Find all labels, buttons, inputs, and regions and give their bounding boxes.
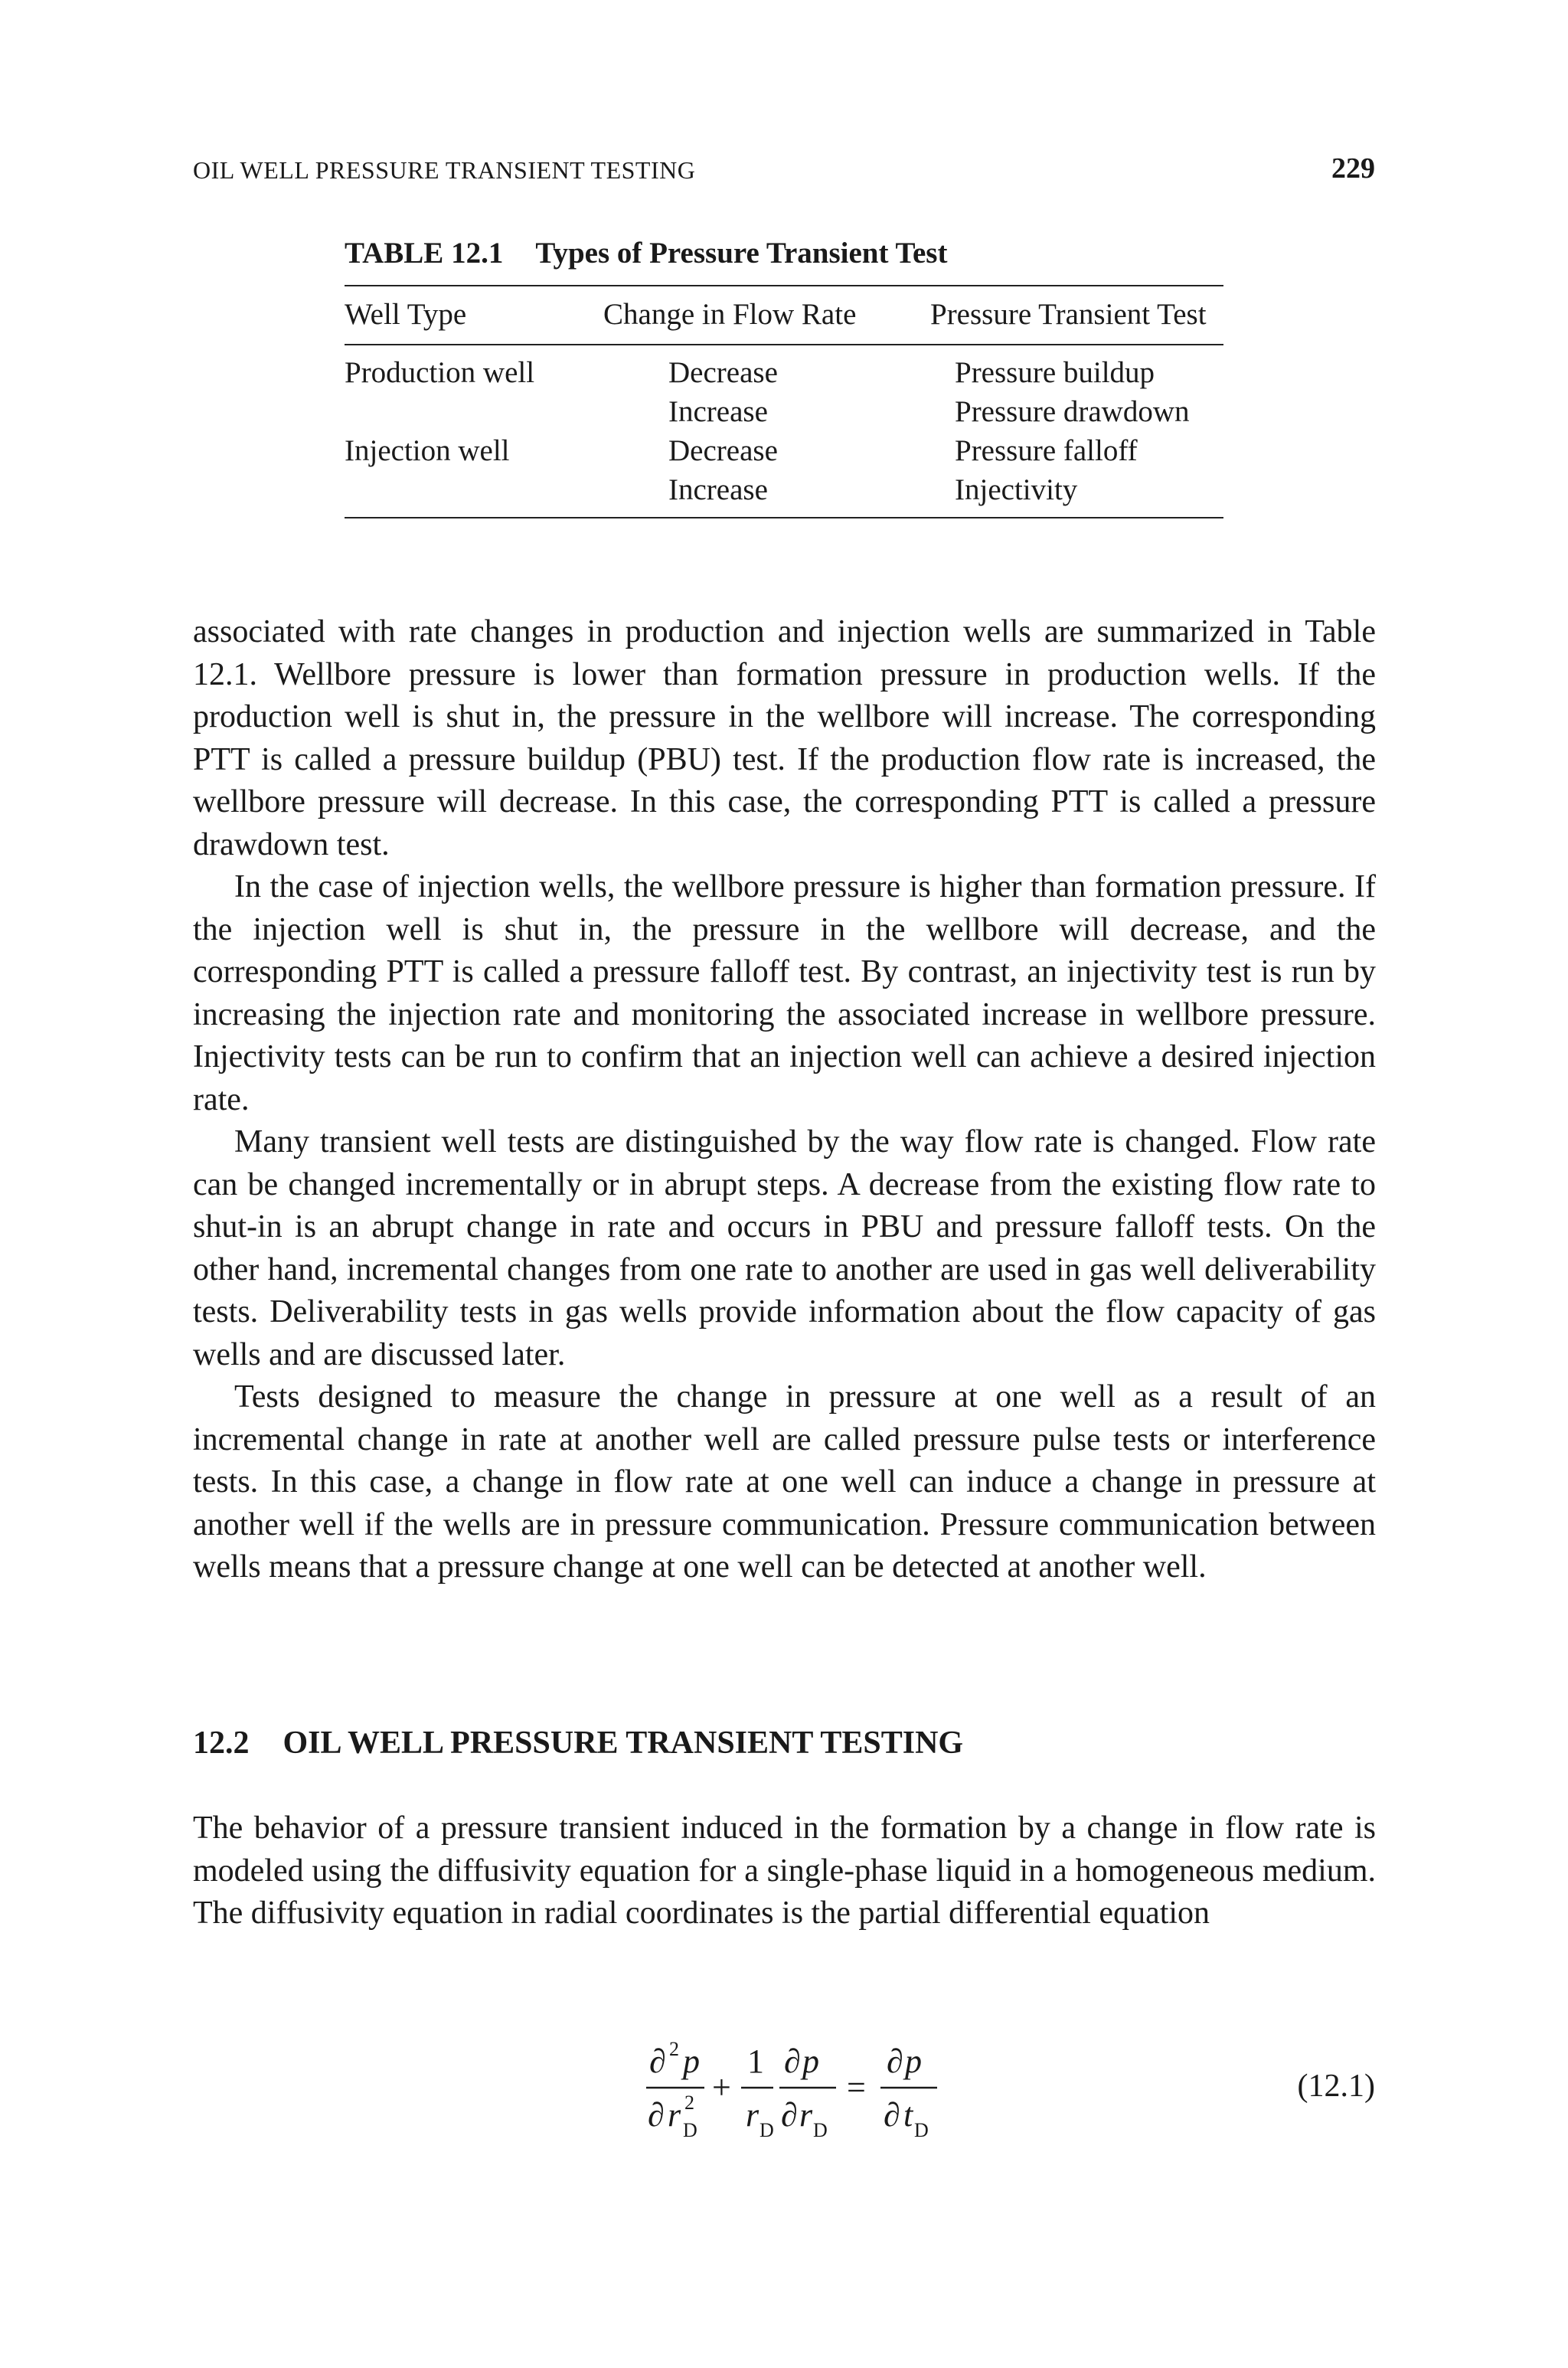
eq-subscript: D <box>683 2119 697 2141</box>
table-label: TABLE 12.1 <box>345 237 504 270</box>
table-caption <box>345 236 947 270</box>
paragraph: In the case of injection wells, the wellbore pressure is higher than formation pressure. If the injection well is shut in, the pressure in the wellbore will decrease, and the corresponding PTT is called a pressure falloff test. By contrast, an injectivity test is run by increasing the injection rate and monitoring the associated increase in wellbore pressure. Injectivity tests can be run to confirm that an injection well can achieve a desired injection rate. <box>193 869 1376 1117</box>
table-cell: Pressure buildup <box>955 356 1155 389</box>
table-row <box>345 470 1223 518</box>
paragraph: Tests designed to measure the change in pressure at one well as a result of an incremental change in rate at another well are called pressure pulse tests or interference tests. In this case, a change in flow rate at one well can induce a change in pressure at another well if the wells are in pressure communication. Pressure communication between wells means that a pressure change at one well can be detected at another well. <box>193 1379 1376 1585</box>
page-number: 229 <box>1331 152 1375 185</box>
eq-partial: ∂ <box>887 2043 903 2080</box>
column-header-test: Pressure Transient Test <box>930 298 1207 331</box>
table-cell: Injectivity <box>955 473 1078 506</box>
section-heading <box>193 1725 963 1761</box>
eq-partial: ∂ <box>781 2096 798 2134</box>
table-cell: Injection well <box>345 434 510 467</box>
eq-t: t <box>903 2096 913 2134</box>
eq-p: p <box>905 2043 922 2080</box>
eq-partial: ∂ <box>884 2096 900 2134</box>
table-cell: Decrease <box>668 434 778 467</box>
table-cell: Pressure drawdown <box>955 395 1190 428</box>
table-header-row <box>345 286 1223 345</box>
table-cell <box>345 392 603 431</box>
eq-plus: + <box>712 2069 731 2106</box>
diffusivity-equation <box>643 2028 965 2150</box>
eq-subscript: D <box>813 2119 828 2141</box>
eq-partial: ∂ <box>649 2043 666 2080</box>
table-cell: Pressure falloff <box>955 434 1138 467</box>
section-number: 12.2 <box>193 1725 250 1761</box>
eq-r: r <box>799 2096 813 2134</box>
equation-svg <box>643 2028 965 2150</box>
paragraph: Many transient well tests are distinguished by the way flow rate is changed. Flow rate can be changed incrementally or in abrupt steps. A decrease from the existing flow rate to shut-in is an abrupt change in rate and occurs in PBU and pressure falloff tests. On the other hand, incremental changes from one rate to another are used in gas well deliverability tests. Deliverability tests in gas wells provide information about the flow capacity of gas wells and are discussed later. <box>193 1124 1376 1372</box>
table-title: Types of Pressure Transient Test <box>535 237 948 270</box>
eq-p: p <box>683 2043 700 2080</box>
eq-superscript: 2 <box>684 2092 694 2114</box>
paragraph: associated with rate changes in production and injection wells are summarized in Table 12.1. Wellbore pressure is lower than formation pressure in production wells. If the production well is shut in, the pressure in the wellbore will increase. The corresponding PTT is called a pressure buildup (PBU) test. If the production flow rate is increased, the wellbore pressure will decrease. In this case, the corresponding PTT is called a pressure drawdown test. <box>193 614 1376 862</box>
section-title: OIL WELL PRESSURE TRANSIENT TESTING <box>283 1725 964 1761</box>
equation-number: (12.1) <box>1297 2069 1375 2104</box>
section-body-text <box>193 1807 1376 1935</box>
eq-one: 1 <box>747 2043 764 2080</box>
eq-p: p <box>802 2043 819 2080</box>
column-header-flow-rate: Change in Flow Rate <box>603 298 857 331</box>
table-row <box>345 392 1223 431</box>
table-row <box>345 345 1223 392</box>
eq-subscript: D <box>760 2119 774 2141</box>
eq-r: r <box>746 2096 760 2134</box>
eq-equals: = <box>847 2069 866 2106</box>
running-head: OIL WELL PRESSURE TRANSIENT TESTING <box>193 156 696 184</box>
eq-partial: ∂ <box>784 2043 801 2080</box>
eq-partial: ∂ <box>648 2096 665 2134</box>
paragraph: The behavior of a pressure transient induced in the formation by a change in flow rate is modeled using the diffusivity equation for a single-phase liquid in a homogeneous medium. The diffusivity equation in radial coordinates is the partial differential equation <box>193 1810 1376 1931</box>
table-cell: Decrease <box>668 356 778 389</box>
table-cell <box>345 470 603 518</box>
eq-subscript: D <box>914 2119 929 2141</box>
pressure-test-types-table <box>345 285 1223 518</box>
body-text-block <box>193 611 1376 1589</box>
eq-r: r <box>668 2096 681 2134</box>
eq-superscript: 2 <box>669 2038 679 2060</box>
column-header-well-type: Well Type <box>345 298 467 331</box>
table-cell: Production well <box>345 356 535 389</box>
table-cell: Increase <box>668 473 768 506</box>
table-cell: Increase <box>668 395 768 428</box>
table-row <box>345 431 1223 470</box>
